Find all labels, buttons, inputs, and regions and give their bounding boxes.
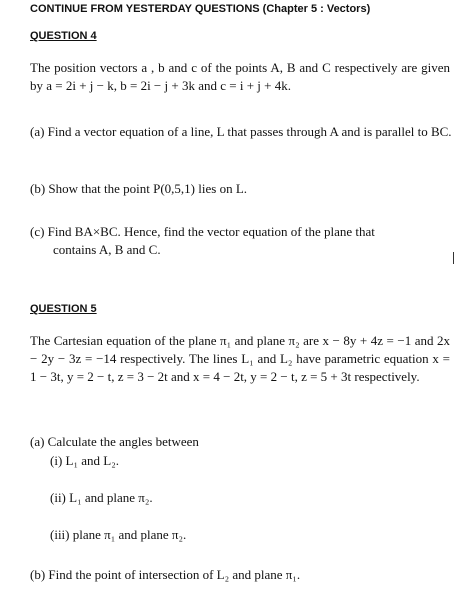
question-5-part-a-iii: (iii) plane π₁ and plane π₂. xyxy=(50,527,187,542)
question-4-part-a: (a) Find a vector equation of a line, L that passes through A and is parallel to BC. xyxy=(30,124,452,139)
page-header: CONTINUE FROM YESTERDAY QUESTIONS (Chapter 5 : Vectors) xyxy=(30,3,371,15)
question-5-part-a-ii: (ii) L₁ and plane π₂. xyxy=(50,490,153,505)
question-5-part-a-i: (i) L₁ and L₂. xyxy=(50,453,119,468)
question-5-part-a: (a) Calculate the angles between xyxy=(30,434,199,449)
question-4-part-c-line2: contains A, B and C. xyxy=(53,242,161,257)
question-4-part-b: (b) Show that the point P(0,5,1) lies on L. xyxy=(30,181,248,196)
question-5-intro: The Cartesian equation of the plane π₁ and plane π₂ are x − 8y + 4z = −1 and 2x − 2y − 3z = −14 respectively. The lines L₁ and L₂ have parametric equation x = 1 − 3t, y = 2 − t, z = 3 − 2t and x = 4 − 2t, y = 2 − t, z = 5 + 3t respectively. xyxy=(30,333,450,384)
question-4-heading: QUESTION 4 xyxy=(30,30,97,42)
question-4-intro: The position vectors a , b and c of the points A, B and C respectively are given by a = 2i + j − k, b = 2i − j + 3k and c = i + j + 4k. xyxy=(30,60,450,93)
question-4-part-c-line1: (c) Find BA×BC. Hence, find the vector equation of the plane that xyxy=(30,224,375,239)
text-cursor-mark xyxy=(453,252,454,264)
question-5-part-b: (b) Find the point of intersection of L₂ and plane π₁. xyxy=(30,567,301,582)
question-5-heading: QUESTION 5 xyxy=(30,303,97,315)
